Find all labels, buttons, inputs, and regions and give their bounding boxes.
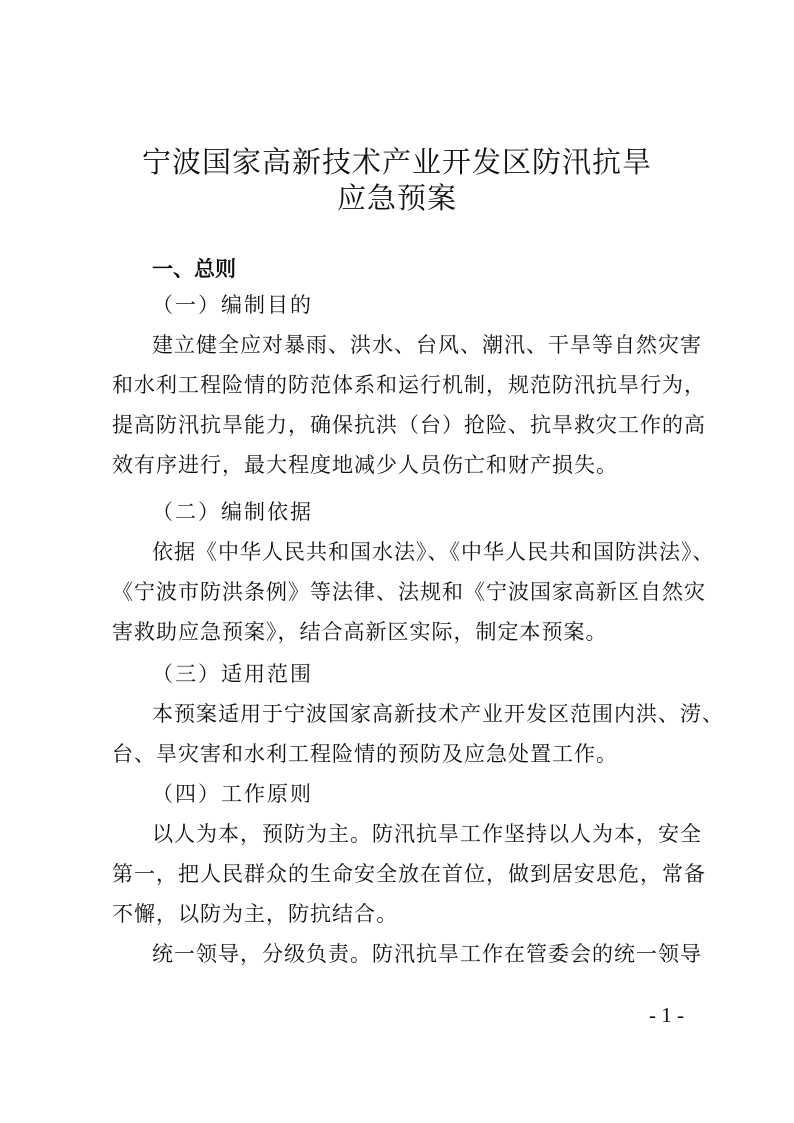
paragraph-line: 第一，把人民群众的生命安全放在首位，做到居安思危，常备 bbox=[112, 862, 706, 886]
paragraph-line: 本预案适用于宁波国家高新技术产业开发区范围内洪、涝、 bbox=[152, 702, 724, 726]
document-title-line-1: 宁波国家高新技术产业开发区防汛抗旱 bbox=[141, 145, 652, 179]
paragraph-line: 统一领导，分级负责。防汛抗旱工作在管委会的统一领导 bbox=[152, 942, 702, 966]
subheading-purpose: （一）编制目的 bbox=[152, 293, 313, 317]
paragraph-line: 害救助应急预案》，结合高新区实际，制定本预案。 bbox=[112, 620, 608, 644]
subheading-basis: （二）编制依据 bbox=[152, 500, 313, 524]
paragraph-line: 提高防汛抗旱能力，确保抗洪（台）抢险、抗旱救灾工作的高 bbox=[112, 413, 706, 437]
paragraph-line: 和水利工程险情的防范体系和运行机制，规范防汛抗旱行为， bbox=[112, 373, 706, 397]
paragraph-line: 《宁波市防洪条例》等法律、法规和《宁波国家高新区自然灾 bbox=[112, 580, 706, 604]
paragraph-line: 建立健全应对暴雨、洪水、台风、潮汛、干旱等自然灾害 bbox=[152, 333, 702, 357]
paragraph-line: 台、旱灾害和水利工程险情的预防及应急处置工作。 bbox=[112, 742, 618, 766]
paragraph-line: 依据《中华人民共和国水法》、《中华人民共和国防洪法》、 bbox=[152, 540, 715, 564]
paragraph-line: 效有序进行，最大程度地减少人员伤亡和财产损失。 bbox=[112, 453, 618, 477]
paragraph-line: 以人为本，预防为主。防汛抗旱工作坚持以人为本，安全 bbox=[152, 822, 702, 846]
page-number: - 1 - bbox=[649, 1003, 684, 1027]
subheading-scope: （三）适用范围 bbox=[152, 662, 313, 686]
paragraph-line: 不懈，以防为主，防抗结合。 bbox=[112, 902, 398, 926]
section-heading-general: 一、总则 bbox=[152, 257, 236, 281]
subheading-principles: （四）工作原则 bbox=[152, 782, 313, 806]
document-title-line-2: 应急预案 bbox=[336, 181, 457, 215]
